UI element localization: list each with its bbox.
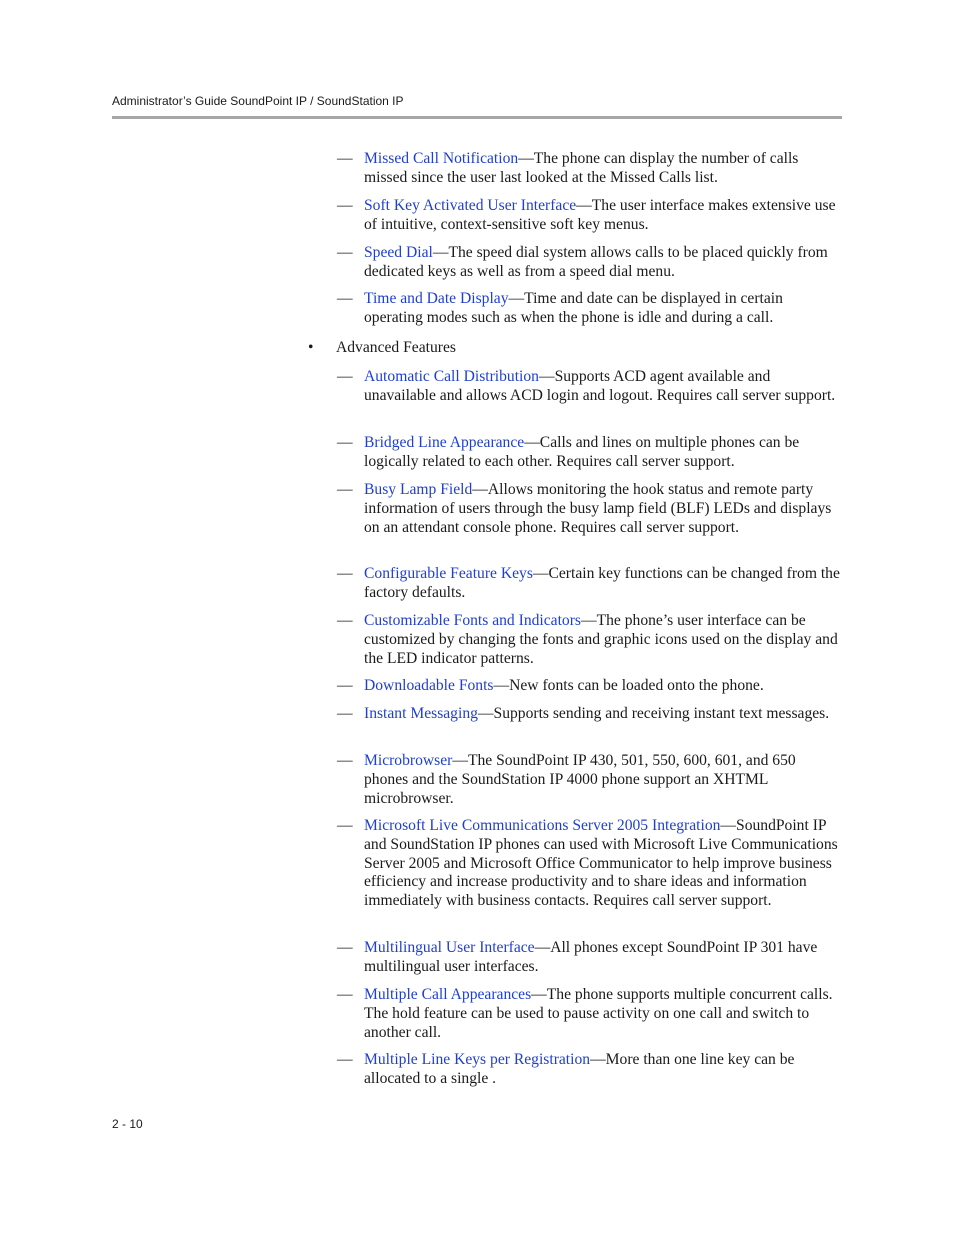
feature-description: —New fonts can be loaded onto the phone.	[493, 677, 764, 694]
dash-marker: —	[337, 705, 353, 722]
feature-link[interactable]: Instant Messaging	[364, 705, 478, 722]
list-item	[337, 986, 842, 1042]
feature-description: —The SoundPoint IP 430, 501, 550, 600, 601, and 650 phones and the SoundStation IP 4000 phone support an XHTML microbrowser.	[364, 752, 796, 807]
feature-description: —SoundPoint IP and SoundStation IP phones can used with Microsoft Live Communications Server 2005 and Microsoft Office Communicator to help improve business efficiency and increase productivity and to share ideas and information immediately with business contacts. Requires call server support.	[364, 817, 838, 910]
list-item	[337, 565, 842, 603]
feature-description: —The phone can display the number of calls missed since the user last looked at the Missed Calls list.	[364, 150, 799, 186]
page-number: 2 - 10	[112, 1117, 143, 1131]
feature-description: —Supports sending and receiving instant text messages.	[477, 705, 830, 722]
feature-link[interactable]: Multilingual User Interface	[364, 939, 535, 956]
bullet-item	[308, 339, 456, 358]
bullet-marker: •	[308, 339, 314, 356]
dash-marker: —	[337, 612, 353, 629]
list-item	[337, 150, 842, 188]
list-item	[337, 1051, 842, 1089]
feature-link[interactable]: Soft Key Activated User Interface	[364, 197, 577, 214]
dash-marker: —	[337, 752, 353, 769]
feature-link[interactable]: Automatic Call Distribution	[364, 368, 539, 385]
feature-description: —The speed dial system allows calls to be placed quickly from dedicated keys as well as from a speed dial menu.	[364, 244, 828, 280]
feature-description: —The phone’s user interface can be customized by changing the fonts and graphic icons used on the display and the LED indicator patterns.	[364, 612, 838, 667]
list-item	[337, 290, 842, 328]
dash-marker: —	[337, 481, 353, 498]
dash-marker: —	[337, 986, 353, 1003]
feature-link[interactable]: Bridged Line Appearance	[364, 434, 525, 451]
bullet-label: Advanced Features	[336, 339, 456, 356]
feature-link[interactable]: Multiple Call Appearances	[364, 986, 532, 1003]
dash-marker: —	[337, 244, 353, 261]
list-item	[337, 481, 842, 537]
feature-description: —Certain key functions can be changed from the factory defaults.	[364, 565, 840, 601]
dash-marker: —	[337, 817, 353, 834]
dash-marker: —	[337, 197, 353, 214]
feature-description: —Allows monitoring the hook status and remote party information of users through the busy lamp field (BLF) LEDs and displays on an attendant console phone. Requires call server support.	[364, 481, 832, 536]
feature-link[interactable]: Busy Lamp Field	[364, 481, 473, 498]
list-item	[337, 817, 842, 911]
dash-marker: —	[337, 1051, 353, 1068]
feature-link[interactable]: Time and Date Display	[364, 290, 509, 307]
feature-link[interactable]: Microsoft Live Communications Server 2005 Integration	[364, 817, 721, 834]
feature-description: —Supports ACD agent available and unavailable and allows ACD login and logout. Requires call server support.	[364, 368, 836, 404]
list-item	[337, 939, 842, 977]
dash-marker: —	[337, 677, 353, 694]
feature-link[interactable]: Configurable Feature Keys	[364, 565, 533, 582]
dash-marker: —	[337, 150, 353, 167]
feature-description: —The phone supports multiple concurrent calls. The hold feature can be used to pause activity on one call and switch to another call.	[364, 986, 833, 1041]
feature-description: —Calls and lines on multiple phones can be logically related to each other. Requires call server support.	[364, 434, 800, 470]
dash-marker: —	[337, 939, 353, 956]
dash-marker: —	[337, 434, 353, 451]
header-rule	[112, 116, 842, 119]
feature-description: —Time and date can be displayed in certain operating modes such as when the phone is idle and during a call.	[364, 290, 783, 326]
dash-marker: —	[337, 290, 353, 307]
list-item	[337, 677, 842, 696]
feature-link[interactable]: Multiple Line Keys per Registration	[364, 1051, 591, 1068]
feature-link[interactable]: Speed Dial	[364, 244, 433, 261]
feature-link[interactable]: Microbrowser	[364, 752, 453, 769]
feature-link[interactable]: Downloadable Fonts	[364, 677, 494, 694]
feature-link[interactable]: Customizable Fonts and Indicators	[364, 612, 581, 629]
dash-marker: —	[337, 565, 353, 582]
feature-description: —More than one line key can be allocated to a single .	[364, 1051, 795, 1087]
list-item	[337, 244, 842, 282]
list-item	[337, 197, 842, 235]
running-header: Administrator’s Guide SoundPoint IP / SoundStation IP	[112, 94, 404, 108]
feature-description: —All phones except SoundPoint IP 301 have multilingual user interfaces.	[364, 939, 818, 975]
feature-link[interactable]: Missed Call Notification	[364, 150, 519, 167]
dash-marker: —	[337, 368, 353, 385]
feature-description: —The user interface makes extensive use of intuitive, context-sensitive soft key menus.	[364, 197, 836, 233]
list-item	[337, 705, 842, 724]
list-item	[337, 612, 842, 668]
list-item	[337, 434, 842, 472]
list-item	[337, 368, 842, 406]
list-item	[337, 752, 842, 808]
